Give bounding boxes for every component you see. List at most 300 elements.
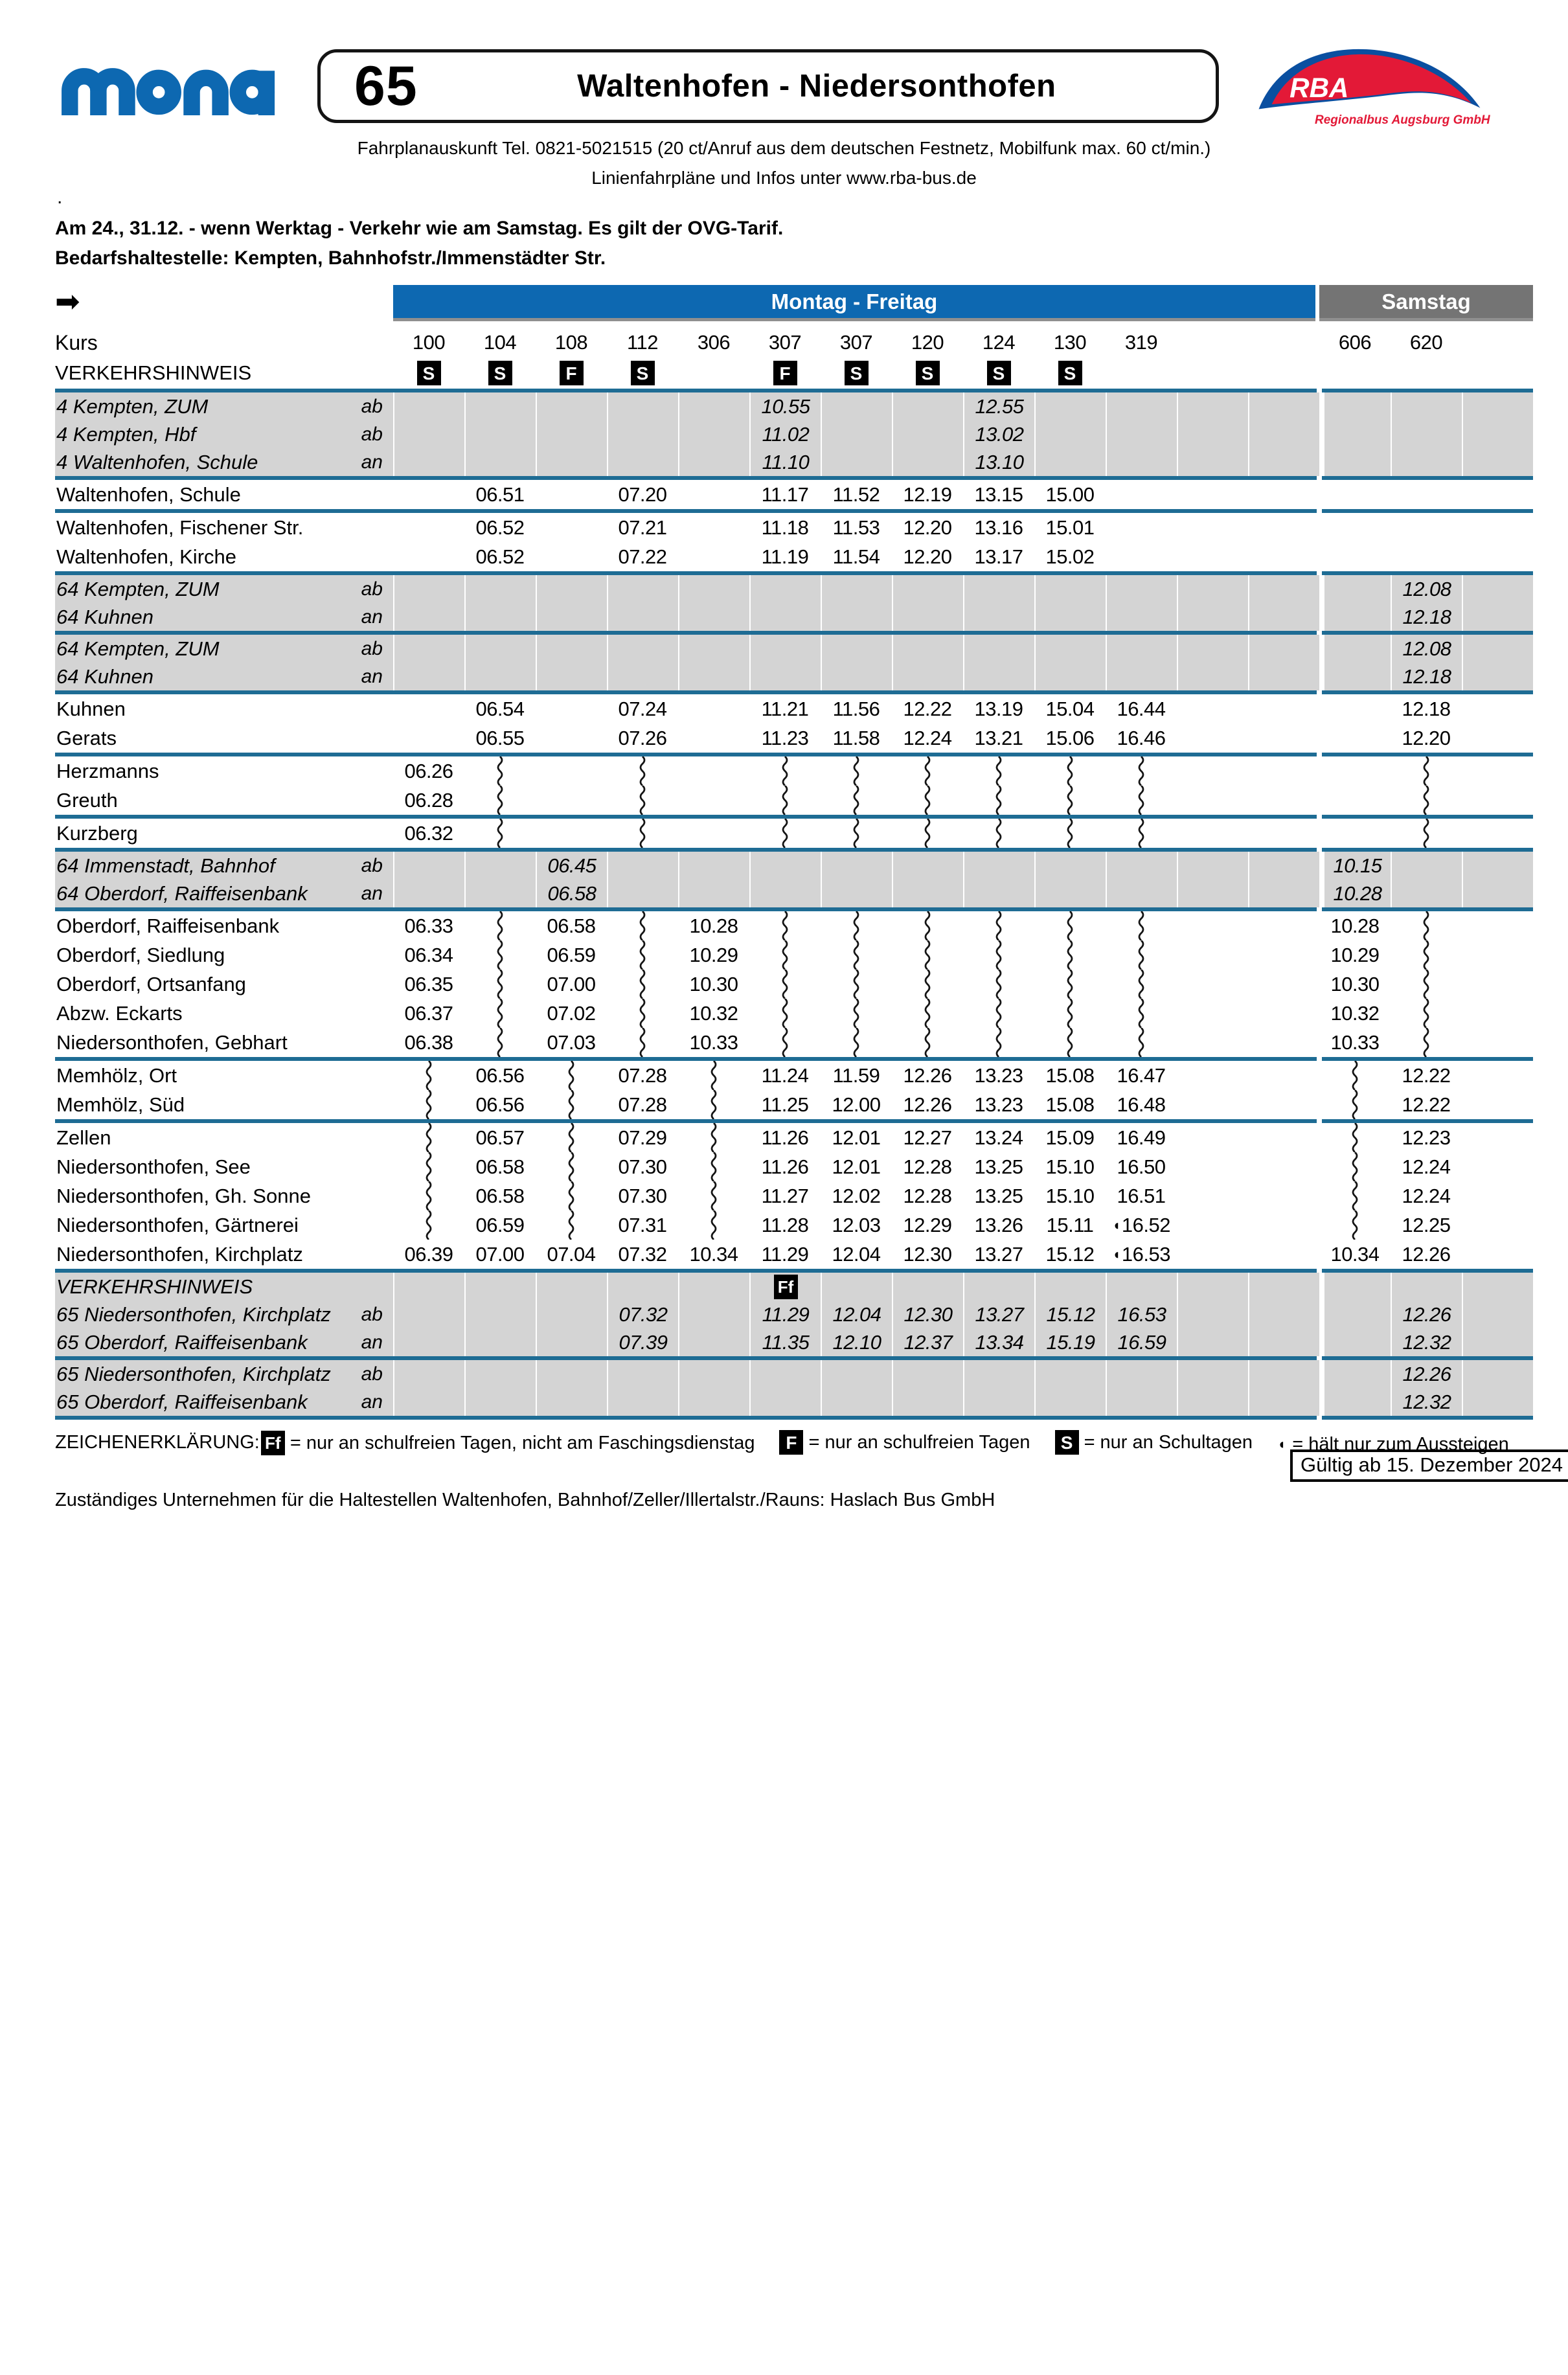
time-cell	[1106, 448, 1177, 476]
station-label: Greuth	[56, 788, 118, 812]
legend-badge: S	[1055, 1430, 1079, 1455]
time-cell: 15.10	[1045, 1184, 1095, 1207]
route-bypass-squiggle-icon	[424, 1210, 433, 1240]
time-cell: 12.19	[903, 483, 952, 506]
hint-badge: F	[773, 361, 797, 385]
timetable-row	[55, 1181, 1533, 1210]
time-cell	[678, 1152, 749, 1181]
time-cell	[393, 542, 464, 571]
time-cell	[1462, 786, 1533, 815]
time-cell	[1391, 480, 1462, 509]
time-cell	[1248, 542, 1319, 571]
time-cell	[393, 513, 464, 542]
time-cell	[536, 1181, 607, 1210]
time-cell: 13.21	[974, 726, 1023, 749]
time-cell	[464, 1360, 536, 1388]
time-cell	[749, 1273, 821, 1301]
time-cell: 06.58	[547, 914, 596, 937]
time-cell	[1177, 1360, 1248, 1388]
time-cell	[678, 723, 749, 753]
timetable-row	[55, 1273, 1533, 1301]
time-cell	[1248, 1123, 1319, 1152]
time-cell	[1034, 786, 1106, 815]
time-cell	[963, 1388, 1034, 1416]
info-line-phone: Fahrplanauskunft Tel. 0821-5021515 (20 ct/Anruf aus dem deutschen Festnetz, Mobilfunk max. 60 ct/min.)	[357, 138, 1211, 158]
station-label: Waltenhofen, Fischener Str.	[56, 516, 304, 539]
time-cell	[1248, 480, 1319, 509]
time-cell	[1106, 420, 1177, 448]
station-label: Zellen	[56, 1126, 111, 1149]
time-cell	[1177, 1152, 1248, 1181]
time-cell	[1462, 852, 1533, 880]
station-label: 64 Kempten, ZUM	[56, 637, 220, 660]
time-cell	[1248, 911, 1319, 940]
time-cell	[393, 1273, 464, 1301]
time-cell	[1248, 1181, 1319, 1210]
time-cell: 10.28	[689, 914, 738, 937]
day-group-samstag: Samstag	[1319, 285, 1533, 321]
route-bypass-squiggle-icon	[852, 786, 861, 815]
time-cell: 15.08	[1045, 1063, 1095, 1087]
timetable-row	[55, 448, 1533, 476]
time-cell	[821, 575, 892, 603]
time-cell	[607, 575, 678, 603]
time-cell	[1462, 940, 1533, 970]
time-cell	[536, 420, 607, 448]
time-cell	[1248, 1273, 1319, 1301]
route-bypass-squiggle-icon	[495, 819, 505, 848]
time-cell: 10.32	[689, 1001, 738, 1025]
time-cell: 13.19	[974, 697, 1023, 720]
time-cell: 12.10	[821, 1328, 892, 1356]
time-cell: 12.28	[903, 1155, 952, 1178]
time-cell: 12.18	[1391, 603, 1462, 631]
time-cell: 12.01	[832, 1126, 881, 1149]
timetable-row	[55, 911, 1533, 940]
station-label: 65 Niedersonthofen, Kirchplatz	[56, 1302, 331, 1326]
station-label: Niedersonthofen, Gärtnerei	[56, 1213, 299, 1236]
time-cell: 06.34	[404, 943, 453, 966]
time-cell: 11.02	[749, 420, 821, 448]
hint-cell	[749, 358, 821, 389]
time-cell	[1391, 999, 1462, 1028]
time-cell	[1319, 1273, 1391, 1301]
time-cell	[464, 786, 536, 815]
time-cell	[678, 756, 749, 786]
time-cell: 06.59	[547, 943, 596, 966]
time-cell	[607, 880, 678, 907]
kurs-label: Kurs	[55, 330, 98, 354]
time-cell	[1248, 1152, 1319, 1181]
time-cell: 07.21	[618, 516, 667, 539]
station-label: 64 Immenstadt, Bahnhof	[56, 854, 275, 877]
time-cell	[1177, 1028, 1248, 1057]
time-cell	[464, 1301, 536, 1328]
station-label: Oberdorf, Siedlung	[56, 943, 225, 966]
time-cell	[821, 1273, 892, 1301]
time-cell	[1462, 635, 1533, 663]
validity-box: Gültig ab 15. Dezember 2024	[1290, 1449, 1568, 1482]
time-cell: 12.25	[1402, 1213, 1451, 1236]
time-cell	[1319, 1388, 1391, 1416]
time-cell: 12.26	[1391, 1360, 1462, 1388]
time-cell: 07.32	[607, 1301, 678, 1328]
timetable-row	[55, 1328, 1533, 1356]
time-cell: 11.29	[761, 1242, 809, 1266]
time-cell: 12.32	[1391, 1328, 1462, 1356]
time-cell	[1106, 1028, 1177, 1057]
time-cell	[1391, 542, 1462, 571]
time-cell	[1248, 940, 1319, 970]
route-bypass-squiggle-icon	[1065, 819, 1074, 848]
time-cell	[1319, 480, 1391, 509]
time-cell	[892, 852, 963, 880]
time-cell	[1034, 420, 1106, 448]
time-cell	[1462, 1388, 1533, 1416]
time-cell	[678, 1360, 749, 1388]
time-cell	[1462, 1090, 1533, 1119]
time-cell	[1034, 756, 1106, 786]
direction-arrow-icon: ➡	[55, 284, 80, 318]
time-cell	[892, 911, 963, 940]
time-cell: 12.02	[832, 1184, 881, 1207]
route-bypass-squiggle-icon	[1065, 940, 1074, 970]
station-label: Memhölz, Ort	[56, 1063, 177, 1087]
route-bypass-squiggle-icon	[424, 1123, 433, 1152]
time-cell: 07.22	[618, 545, 667, 568]
route-bypass-squiggle-icon	[638, 819, 647, 848]
time-cell	[1177, 940, 1248, 970]
time-cell: 12.20	[903, 545, 952, 568]
time-cell: 12.00	[832, 1093, 881, 1116]
hint-cell	[536, 358, 607, 389]
route-bypass-squiggle-icon	[495, 911, 505, 940]
time-cell	[536, 723, 607, 753]
time-cell	[678, 852, 749, 880]
time-cell	[1248, 1028, 1319, 1057]
kurs-number: 606	[1338, 331, 1372, 354]
timetable-row	[55, 819, 1533, 848]
note-bedarfshaltestelle: Bedarfshaltestelle: Kempten, Bahnhofstr./Immenstädter Str.	[55, 247, 606, 269]
time-cell	[678, 542, 749, 571]
kurs-number	[1177, 328, 1248, 358]
route-bypass-squiggle-icon	[424, 1181, 433, 1210]
time-cell	[892, 819, 963, 848]
time-cell	[678, 1301, 749, 1328]
ab-an-label: an	[361, 606, 383, 628]
time-cell	[1034, 911, 1106, 940]
time-cell	[1106, 940, 1177, 970]
time-cell	[1177, 513, 1248, 542]
time-cell	[749, 911, 821, 940]
time-cell	[1391, 392, 1462, 420]
time-cell	[1106, 635, 1177, 663]
kurs-number: 307	[768, 331, 802, 354]
route-bypass-squiggle-icon	[638, 999, 647, 1028]
time-cell	[1391, 970, 1462, 999]
time-cell: 07.00	[547, 972, 596, 995]
ab-an-label: ab	[361, 854, 383, 876]
time-cell	[963, 1360, 1034, 1388]
time-cell	[678, 1090, 749, 1119]
time-cell	[1248, 852, 1319, 880]
time-cell: 13.02	[963, 420, 1034, 448]
time-cell	[1248, 694, 1319, 723]
station-label: 4 Waltenhofen, Schule	[56, 450, 258, 473]
hint-cell	[607, 358, 678, 389]
timetable-row	[55, 663, 1533, 690]
time-cell	[1034, 575, 1106, 603]
route-bypass-squiggle-icon	[638, 756, 647, 786]
time-cell	[1248, 1240, 1319, 1269]
legend-badge: F	[779, 1430, 803, 1455]
time-cell	[536, 1301, 607, 1328]
time-cell	[821, 852, 892, 880]
time-cell: 11.17	[761, 483, 809, 506]
time-cell	[892, 603, 963, 631]
time-cell: 13.23	[974, 1063, 1023, 1087]
time-cell	[464, 1328, 536, 1356]
route-bypass-squiggle-icon	[1422, 819, 1431, 848]
time-cell	[1106, 852, 1177, 880]
section-separator	[55, 476, 1533, 480]
rba-abbr: RBA	[1290, 73, 1349, 104]
time-cell	[1034, 819, 1106, 848]
timetable-row	[55, 970, 1533, 999]
time-cell: 06.54	[475, 697, 525, 720]
time-cell: 12.24	[1402, 1184, 1451, 1207]
route-bypass-squiggle-icon	[1350, 1090, 1359, 1119]
time-cell	[749, 1028, 821, 1057]
time-cell: 16.47	[1117, 1063, 1166, 1087]
time-cell	[1319, 1360, 1391, 1388]
hint-cell	[464, 358, 536, 389]
time-cell	[678, 635, 749, 663]
time-cell	[1248, 786, 1319, 815]
time-cell	[1391, 819, 1462, 848]
station-label: Herzmanns	[56, 759, 159, 782]
station-label: VERKEHRSHINWEIS	[56, 1275, 253, 1298]
time-cell	[464, 1273, 536, 1301]
time-cell	[607, 911, 678, 940]
station-label: 65 Oberdorf, Raiffeisenbank	[56, 1330, 308, 1354]
time-cell	[1319, 603, 1391, 631]
legend-title: ZEICHENERKLÄRUNG:	[55, 1432, 260, 1453]
timetable-row	[55, 1301, 1533, 1328]
route-bypass-squiggle-icon	[994, 970, 1003, 999]
route-bypass-squiggle-icon	[1350, 1123, 1359, 1152]
time-cell	[464, 970, 536, 999]
time-cell	[1462, 663, 1533, 690]
time-cell	[749, 999, 821, 1028]
time-cell	[1248, 819, 1319, 848]
time-cell	[1462, 1123, 1533, 1152]
time-cell: 12.24	[1402, 1155, 1451, 1178]
time-cell	[607, 420, 678, 448]
time-cell: 16.49	[1117, 1126, 1166, 1149]
time-cell	[1106, 480, 1177, 509]
time-cell	[536, 1061, 607, 1090]
route-bypass-squiggle-icon	[852, 911, 861, 940]
time-cell	[536, 756, 607, 786]
time-cell	[749, 786, 821, 815]
rba-caption: Regionalbus Augsburg GmbH	[1315, 113, 1490, 127]
time-cell: 16.48	[1117, 1093, 1166, 1116]
time-cell	[1462, 911, 1533, 940]
time-cell	[892, 999, 963, 1028]
time-cell	[892, 392, 963, 420]
section-separator	[55, 631, 1533, 635]
time-cell	[464, 1388, 536, 1416]
route-bypass-squiggle-icon	[567, 1210, 576, 1240]
time-cell: 06.37	[404, 1001, 453, 1025]
time-cell: 11.26	[761, 1126, 809, 1149]
time-cell: 15.12	[1045, 1242, 1095, 1266]
time-cell	[749, 1360, 821, 1388]
time-cell	[536, 1360, 607, 1388]
time-cell	[1319, 694, 1391, 723]
time-cell: 06.35	[404, 972, 453, 995]
time-cell	[393, 448, 464, 476]
route-bypass-squiggle-icon	[1137, 999, 1146, 1028]
time-cell	[1177, 603, 1248, 631]
time-cell	[1248, 663, 1319, 690]
route-bypass-squiggle-icon	[1065, 911, 1074, 940]
hint-cell	[1248, 358, 1319, 389]
route-bypass-squiggle-icon	[780, 819, 790, 848]
route-bypass-squiggle-icon	[424, 1061, 433, 1090]
time-cell	[963, 940, 1034, 970]
time-cell	[1248, 603, 1319, 631]
time-cell	[1462, 1028, 1533, 1057]
route-bypass-squiggle-icon	[424, 1152, 433, 1181]
timetable-row	[55, 575, 1533, 603]
route-bypass-squiggle-icon	[780, 940, 790, 970]
time-cell	[963, 999, 1034, 1028]
timetable-row	[55, 999, 1533, 1028]
timetable-row	[55, 880, 1533, 907]
time-cell	[1034, 1388, 1106, 1416]
time-cell	[749, 1388, 821, 1416]
hint-badge: F	[560, 361, 584, 385]
time-cell	[1462, 603, 1533, 631]
time-cell	[678, 603, 749, 631]
timetable-row	[55, 635, 1533, 663]
time-cell	[892, 940, 963, 970]
time-cell: 06.58	[475, 1184, 525, 1207]
time-cell	[464, 635, 536, 663]
route-bypass-squiggle-icon	[1422, 970, 1431, 999]
time-cell: 13.25	[974, 1155, 1023, 1178]
route-bypass-squiggle-icon	[1137, 756, 1146, 786]
route-bypass-squiggle-icon	[1065, 970, 1074, 999]
time-cell	[607, 940, 678, 970]
route-bypass-squiggle-icon	[1137, 911, 1146, 940]
time-cell	[1034, 852, 1106, 880]
time-cell: 11.28	[761, 1213, 809, 1236]
time-cell: 06.56	[475, 1093, 525, 1116]
route-bypass-squiggle-icon	[780, 911, 790, 940]
kurs-number: 319	[1124, 331, 1158, 354]
time-cell: 11.52	[832, 483, 880, 506]
station-label: 65 Niedersonthofen, Kirchplatz	[56, 1362, 331, 1385]
route-bypass-squiggle-icon	[709, 1181, 718, 1210]
time-cell: 10.29	[1330, 943, 1380, 966]
time-cell: 07.00	[475, 1242, 525, 1266]
time-cell	[963, 663, 1034, 690]
time-cell	[464, 1028, 536, 1057]
kurs-number: 100	[412, 331, 446, 354]
time-cell	[536, 694, 607, 723]
time-cell: 11.25	[761, 1093, 809, 1116]
ab-an-label: an	[361, 1391, 383, 1413]
time-cell: 10.15	[1319, 852, 1391, 880]
time-cell	[678, 1210, 749, 1240]
legend-text: = nur an Schultagen	[1084, 1431, 1253, 1453]
hint-cell	[1462, 358, 1533, 389]
time-cell	[963, 852, 1034, 880]
route-bypass-squiggle-icon	[923, 999, 932, 1028]
route-bypass-squiggle-icon	[495, 786, 505, 815]
kurs-number: 307	[839, 331, 873, 354]
time-cell	[1391, 1028, 1462, 1057]
time-cell: 12.01	[832, 1155, 881, 1178]
time-cell	[678, 786, 749, 815]
time-cell	[393, 420, 464, 448]
route-bypass-squiggle-icon	[424, 1090, 433, 1119]
time-cell	[607, 392, 678, 420]
station-label: Niedersonthofen, Kirchplatz	[56, 1242, 303, 1266]
section-separator	[55, 1269, 1533, 1273]
section-separator	[55, 1416, 1533, 1420]
hint-badge: S	[845, 361, 869, 385]
kurs-number: 104	[483, 331, 517, 354]
time-cell	[1034, 603, 1106, 631]
route-bypass-squiggle-icon	[1137, 819, 1146, 848]
line-title-box	[317, 49, 1219, 123]
route-bypass-squiggle-icon	[780, 1028, 790, 1057]
time-cell: 12.24	[903, 726, 952, 749]
time-cell	[1034, 1273, 1106, 1301]
timetable-row	[55, 1028, 1533, 1057]
station-label: Gerats	[56, 726, 117, 749]
time-cell: 12.20	[1402, 726, 1451, 749]
time-cell	[1106, 999, 1177, 1028]
time-cell	[749, 663, 821, 690]
time-cell: 07.28	[618, 1063, 667, 1087]
time-cell: 12.26	[903, 1093, 952, 1116]
time-cell: 07.29	[618, 1126, 667, 1149]
route-bypass-squiggle-icon	[852, 970, 861, 999]
route-bypass-squiggle-icon	[994, 999, 1003, 1028]
time-cell	[1177, 1240, 1248, 1269]
time-cell	[393, 635, 464, 663]
time-cell: 07.30	[618, 1155, 667, 1178]
time-cell	[1248, 448, 1319, 476]
time-cell: 13.25	[974, 1184, 1023, 1207]
time-cell	[1319, 1210, 1391, 1240]
time-cell	[1462, 392, 1533, 420]
time-cell	[821, 970, 892, 999]
time-cell	[536, 480, 607, 509]
time-cell	[393, 1328, 464, 1356]
time-cell: 12.26	[1402, 1242, 1451, 1266]
legend-text: = nur an schulfreien Tagen	[808, 1431, 1030, 1453]
station-label: Memhölz, Süd	[56, 1093, 185, 1116]
day-header-row	[55, 285, 1533, 328]
time-cell: 16.59	[1106, 1328, 1177, 1356]
time-cell	[1391, 513, 1462, 542]
